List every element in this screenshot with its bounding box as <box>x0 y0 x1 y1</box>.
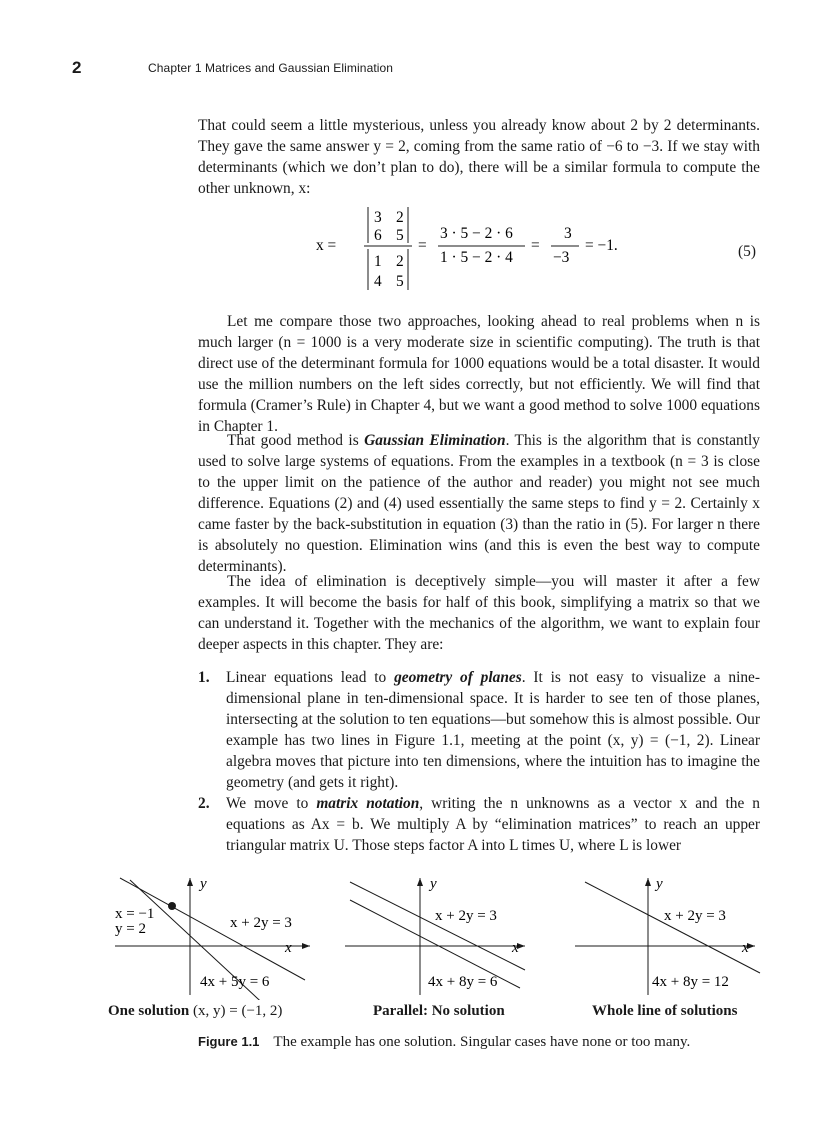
figure-panel-whole-line <box>570 870 770 1000</box>
page-number: 2 <box>72 58 82 77</box>
figure-caption-text: The example has one solution. Singular cases have none or too many. <box>273 1034 691 1050</box>
panel1-point-y: y = 2 <box>115 921 146 937</box>
list-item-2 <box>198 793 760 856</box>
panel1-line2-label: 4x + 5y = 6 <box>200 974 270 990</box>
list-item-1 <box>198 667 760 793</box>
paragraph-4: The idea of elimination is deceptively simple—you will master it after a few examples. It will become the basis for half of this book, simplifying a matrix so that we can understand it. Together with the mechanics of the algorithm, we want to explain four deeper aspects in this chapter. They are: <box>198 573 760 653</box>
det-num-d: 5 <box>396 227 404 244</box>
panel2-ylabel: y <box>430 876 437 892</box>
list-item-1-number: 1. <box>198 669 210 686</box>
det-num-a: 3 <box>374 209 382 226</box>
equation-lhs: x = <box>316 237 337 254</box>
line-x-plus-2y <box>350 882 525 970</box>
det-den-b: 2 <box>396 253 404 270</box>
list-item-1-rest: . It is not easy to visualize a nine-dimensional plane in ten-dimensional space. It is harder to see ten of those planes, intersecting at the solution to ten equations—but somehow this is almost possible. Our example has two lines in Figure 1.1, meeting at the point (x, y) = (−1, 2). Linear algebra moves that picture into ten dimensions, where the intuition has to imagine the geometry (and gets it right). <box>226 669 761 791</box>
geometry-of-planes-term: geometry of planes <box>394 669 522 686</box>
y-axis-arrow-icon <box>417 878 423 886</box>
cramer-equation <box>300 200 720 296</box>
equals-2: = <box>531 237 540 254</box>
equation-number: (5) <box>738 243 756 260</box>
panel1-xlabel: x <box>285 940 292 956</box>
fraction1-numerator: 3 · 5 − 2 · 6 <box>440 225 513 242</box>
panel3-subtitle: Whole line of solutions <box>592 1003 738 1019</box>
panel3-xlabel: x <box>742 940 749 956</box>
intersection-point <box>168 902 176 910</box>
panel2-line1-label: x + 2y = 3 <box>435 908 497 924</box>
fraction2-denominator: −3 <box>553 249 570 266</box>
panel2-subtitle: Parallel: No solution <box>373 1003 505 1019</box>
panel3-line1-label: x + 2y = 3 <box>664 908 726 924</box>
gaussian-elimination-term: Gaussian Elimination <box>364 432 506 449</box>
list-item-1-text <box>226 667 760 793</box>
panel1-subtitle-bold: One solution <box>108 1003 190 1019</box>
list-item-2-text <box>226 793 760 856</box>
matrix-notation-term: matrix notation <box>316 795 420 812</box>
list-item-2-number: 2. <box>198 795 210 812</box>
panel1-subtitle-rest: (x, y) = (−1, 2) <box>189 1003 283 1019</box>
panel2-xlabel: x <box>512 940 519 956</box>
paragraph-2: Let me compare those two approaches, looking ahead to real problems when n is much larger (n = 1000 is a very moderate size in scientific computing). The truth is that direct use of the determinant formula for 1000 equations would be a total disaster. It would use the million numbers on the left sides correctly, but not efficiently. We will find that formula (Cramer’s Rule) in Chapter 4, but we want a good method to solve 1000 equations in Chapter 1. <box>198 313 760 435</box>
paragraph-3-rest: . This is the algorithm that is constantly used to solve large systems of equations. From the examples in a textbook (n = 3 is close to the upper limit on the patience of the author and reader) you might not see much difference. Equations (2) and (4) used essentially the same steps to find y = 2. Certainly x came faster by the back-substitution in equation (3) than the ratio in (5). For larger n there is absolutely no question. Elimination wins (and this is even the best way to compute determinants). <box>198 432 760 575</box>
fraction2-numerator: 3 <box>564 225 572 242</box>
panel1-ylabel: y <box>200 876 207 892</box>
det-num-b: 2 <box>396 209 404 226</box>
det-den-a: 1 <box>374 253 382 270</box>
det-den-d: 5 <box>396 273 404 290</box>
list-item-1-start: Linear equations lead to <box>226 669 395 686</box>
paragraph-1: That could seem a little mysterious, unless you already know about 2 by 2 determinants. They gave the same answer y = 2, coming from the same ratio of −6 to −3. If we stay with determinants (which we don’t plan to do), there will be a similar formula to compute the other unknown, x: <box>198 117 760 197</box>
figure-caption <box>198 1034 690 1051</box>
equation-result: = −1. <box>585 237 618 254</box>
paragraph-3-start: That good method is <box>227 432 365 449</box>
y-axis-arrow-icon <box>645 878 651 886</box>
equals-1: = <box>418 237 427 254</box>
line-coincident <box>585 882 760 973</box>
running-header: Chapter 1 Matrices and Gaussian Elimination <box>148 61 394 75</box>
det-num-c: 6 <box>374 227 382 244</box>
panel3-ylabel: y <box>656 876 663 892</box>
y-axis-arrow-icon <box>187 878 193 886</box>
paragraph-3 <box>198 430 760 577</box>
list-item-2-start: We move to <box>226 795 317 812</box>
list-item-2-rest: , writing the n unknowns as a vector x and the n equations as Ax = b. We multiply A by “elimination matrices” to reach an upper triangular matrix U. Those steps factor A into L times U, where L is lower <box>226 795 760 854</box>
panel1-point-x: x = −1 <box>115 906 155 922</box>
panel1-line1-label: x + 2y = 3 <box>230 915 292 931</box>
x-axis-arrow-icon <box>302 943 310 949</box>
det-den-c: 4 <box>374 273 382 290</box>
figure-panel-one-solution <box>105 870 320 1000</box>
figure-label: Figure 1.1 <box>198 1034 260 1049</box>
panel1-subtitle <box>108 1003 282 1020</box>
figure-panel-parallel <box>340 870 535 1000</box>
fraction1-denominator: 1 · 5 − 2 · 4 <box>440 249 513 266</box>
panel2-line2-label: 4x + 8y = 6 <box>428 974 498 990</box>
panel3-line2-label: 4x + 8y = 12 <box>652 974 729 990</box>
